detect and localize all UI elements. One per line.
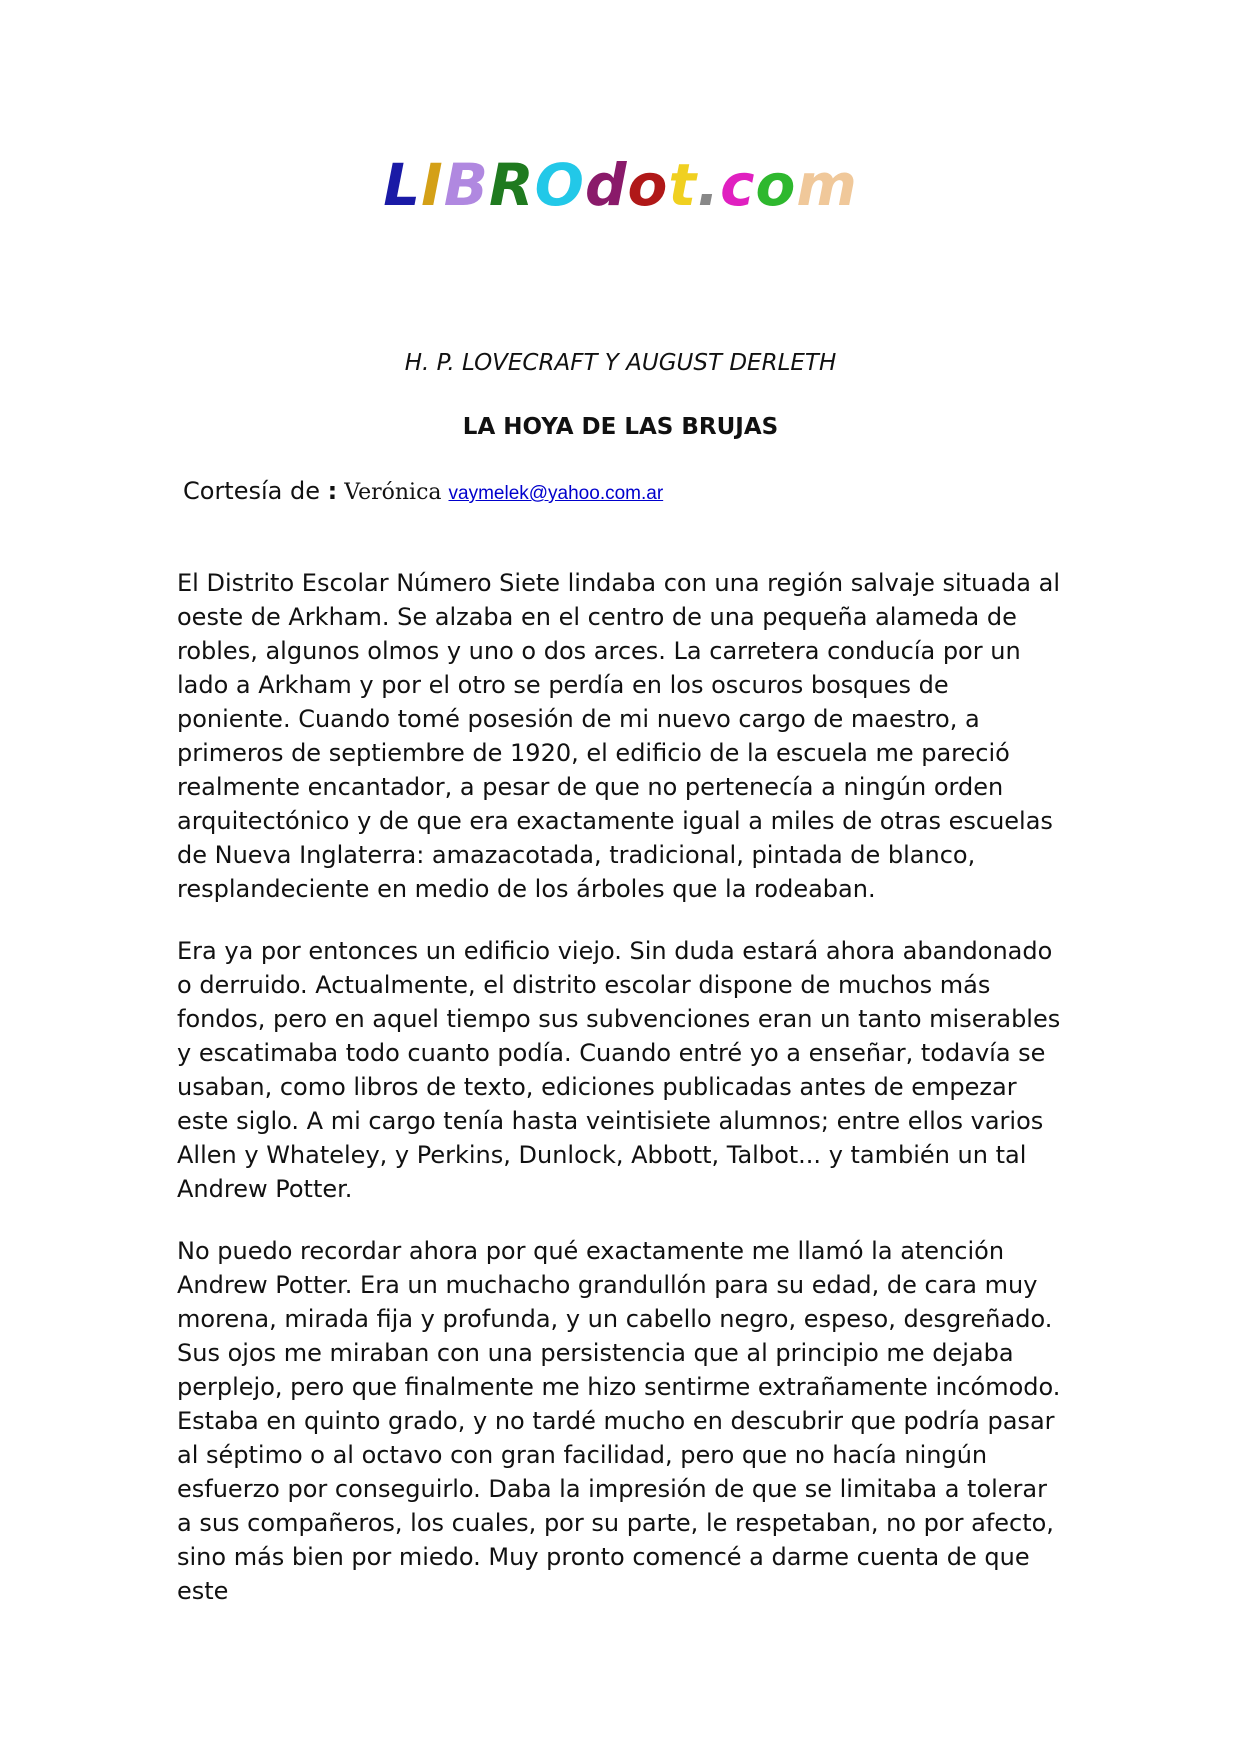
courtesy-line [183,475,663,510]
paragraph: No puedo recordar ahora por qué exactamente me llamó la atención Andrew Potter. Era un muchacho grandullón para su edad, de cara muy morena, mirada fija y profunda, y un cabello negro, espeso, desgreñado. Sus ojos me miraban con una persistencia que al principio me dejaba perplejo, pero que finalmente me hizo sentirme extrañamente incómodo. Estaba en quinto grado, y no tardé mucho en descubrir que podría pasar al séptimo o al octavo con gran facilidad, pero que no hacía ningún esfuerzo por conseguirlo. Daba la impresión de que se limitaba a tolerar a sus compañeros, los cuales, por su parte, le respetaban, no por afecto, sino más bien por miedo. Muy pronto comencé a darme cuenta de que este [177,1237,1061,1605]
site-logo [0,150,1241,220]
logo-letter: L [383,151,422,219]
document-title: LA HOYA DE LAS BRUJAS [462,414,779,440]
paragraph: Era ya por entonces un edificio viejo. Sin duda estará ahora abandonado o derruido. Actualmente, el distrito escolar dispone de muchos más fondos, pero en aquel tiempo sus subvenciones eran un tanto miserables y escatimaba todo cuanto podía. Cuando entré yo a enseñar, todavía se usaban, como libros de texto, ediciones publicadas antes de empezar este siglo. A mi cargo tenía hasta veintisiete alumnos; entre ellos varios Allen y Whateley, y Perkins, Dunlock, Abbott, Talbot... y también un tal Andrew Potter. [177,937,1061,1203]
author-line: H. P. LOVECRAFT Y AUGUST DERLETH [404,350,837,376]
courtesy-colon: : [327,477,338,505]
logo-letter: m [796,151,858,219]
courtesy-label: Cortesía de [183,477,328,505]
logo-letter: B [443,151,489,219]
paragraph: El Distrito Escolar Número Siete lindaba con una región salvaje situada al oeste de Arkham. Se alzaba en el centro de una pequeña alameda de robles, algunos olmos y uno o dos arces. La carretera conducía por un lado a Arkham y por el otro se perdía en los oscuros bosques de poniente. Cuando tomé posesión de mi nuevo cargo de maestro, a primeros de septiembre de 1920, el edificio de la escuela me pareció realmente encantador, a pesar de que no pertenecía a ningún orden arquitectónico y de que era exactamente igual a miles de otras escuelas de Nueva Inglaterra: amazacotada, tradicional, pintada de blanco, resplandeciente en medio de los árboles que la rodeaban. [177,569,1060,903]
courtesy-name: Verónica [337,480,449,505]
logo-letter: d [584,151,628,219]
email-link[interactable]: vaymelek@yahoo.com.ar [448,483,664,504]
logo-letter: o [755,151,797,219]
logo-letter: O [534,151,585,219]
logo-letter: I [421,151,444,219]
logo-letter: . [697,151,721,219]
body-text [177,566,1065,1636]
logo-letter: R [488,151,535,219]
logo-letter: c [720,151,756,219]
logo-letter: o [627,151,669,219]
logo-letter: t [668,151,698,219]
